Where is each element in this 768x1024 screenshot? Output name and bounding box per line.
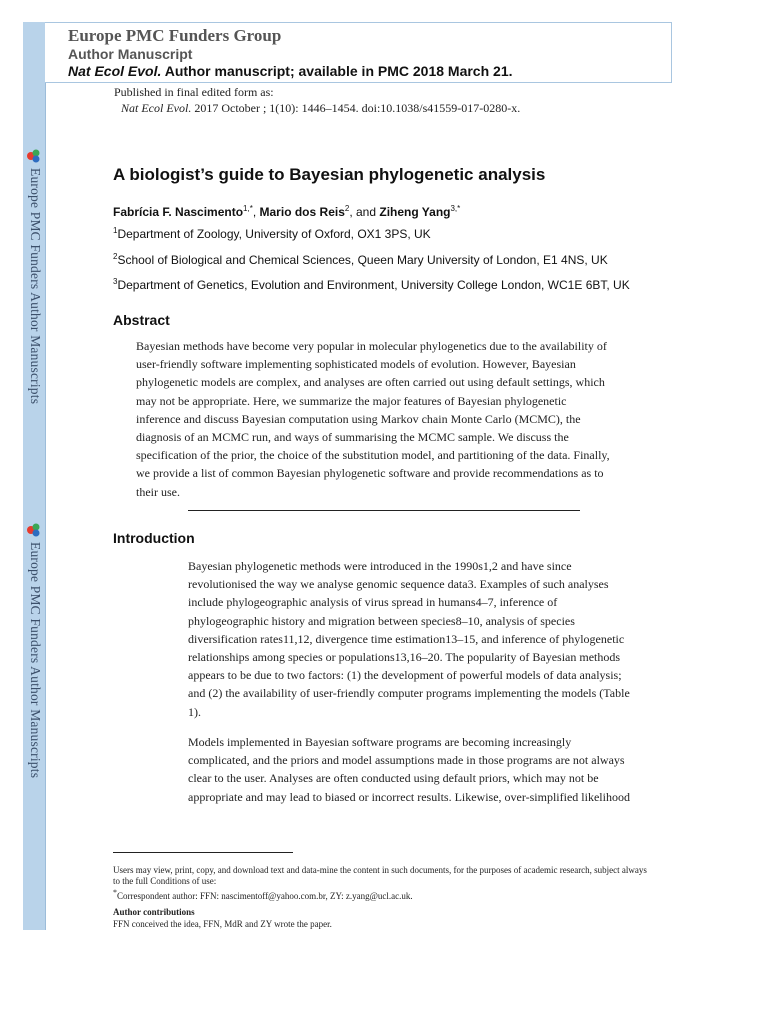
header [45,22,672,83]
affiliation-text: Department of Zoology, University of Oxford, OX1 3PS, UK [117,227,431,241]
citation [114,100,520,116]
funders-group-title: Europe PMC Funders Group [68,26,282,45]
abstract-text: Bayesian methods have become very popular in molecular phylogenetics due to the availability of user-friendly software implementing sophisticated models of evolution. However, Bayesian phylogenetic models are complex, and analyses are often carried out using default settings, which may not be appropriate. Here, we summarize the major features of Bayesian phylogenetic inference and discuss Bayesian computation using Markov chain Monte Carlo (MCMC), the diagnosis of an MCMC run, and ways of summarising the MCMC sample. We discuss the specification of the prior, the choice of the substitution model, and partitioning of the data. Finally, we provide a list of common Bayesian phylogenetic software and provide recommendations as to their use. [136,339,610,499]
correspondent-text: Correspondent author: FFN: nascimentoff@yahoo.com.br, ZY: z.yang@ucl.ac.uk. [117,891,413,901]
sidebar-label: Europe PMC Funders Author Manuscripts [28,168,43,405]
affiliation [113,253,608,267]
sidebar [23,22,46,930]
article-title: A biologist’s guide to Bayesian phylogenetic analysis [113,165,546,184]
affiliation-sup: 1 [113,226,118,235]
author-separator: , and [349,205,380,219]
contributions-heading-text: Author contributions [113,907,195,917]
author-name: Ziheng Yang [379,205,451,219]
published-label: Published in final edited form as: [114,85,274,99]
affiliation [113,278,630,292]
author-sup: 3,* [450,204,461,213]
europe-pmc-logo-icon [26,148,42,164]
affiliation-text: School of Biological and Chemical Sciences, Queen Mary University of London, E1 4NS, UK [117,253,608,267]
introduction-paragraph-2: Models implemented in Bayesian software programs are becoming increasingly complicated, and the priors and model assumptions made in those programs are not always clear to the user. Analyses are often conducted using default priors, which may not be appropriate and may lead to biased or incorrect results. Likewise, over-simplified likelihood [188,735,630,804]
citation-text: 2017 October ; 1(10): 1446–1454. doi:10.1038/s41559-017-0280-x. [191,101,521,115]
abstract-heading: Abstract [113,312,170,328]
availability-text: Author manuscript; available in PMC 2018 March 21. [161,63,513,79]
journal-availability [68,63,513,79]
introduction-heading: Introduction [113,530,195,546]
europe-pmc-logo-icon [26,522,42,538]
published-info [114,84,520,116]
citation-journal: Nat Ecol Evol. [121,101,192,115]
introduction-paragraph-1: Bayesian phylogenetic methods were introduced in the 1990s1,2 and have since revolutionised the way we analyse genomic sequence data3. Examples of such analyses include phylogeographic analysis of virus spread in humans4–7, inference of phylogeographic history and migration between species8–10, analysis of species diversification rates11,12, divergence time estimation13–15, and inference of phylogenetic relationships among species or populations13,16–20. The popularity of Bayesian methods appears to be due to two factors: (1) the development of powerful models of data analysis; and (2) the availability of user-friendly computer programs implementing the models (Table 1). [188,559,630,719]
contributions-text: FFN conceived the idea, FFN, MdR and ZY wrote the paper. [113,919,332,929]
author-name: Mario dos Reis [259,205,345,219]
footnote-divider [113,852,293,853]
abstract-divider [188,510,580,511]
author-sup: 1,* [243,204,253,213]
correspondent-note [113,888,413,902]
author-list [113,205,460,219]
affiliation-sup: 2 [113,252,118,261]
author-separator: , [252,205,260,219]
author-manuscript-label: Author Manuscript [68,46,193,62]
correspondent-mark: * [113,888,117,897]
sidebar-label: Europe PMC Funders Author Manuscripts [28,542,43,779]
contributions-heading [113,907,195,918]
journal-name: Nat Ecol Evol. [68,63,162,79]
author-name: Fabrícia F. Nascimento [113,205,244,219]
terms-of-use: Users may view, print, copy, and download text and data-mine the content in such documents, for the purposes of academic research, subject always to the full Conditions of use: [113,865,647,886]
affiliation-text: Department of Genetics, Evolution and Environment, University College London, WC1E 6BT, UK [117,278,630,292]
affiliation [113,227,431,241]
author-sup: 2 [344,204,350,213]
affiliation-sup: 3 [113,277,118,286]
